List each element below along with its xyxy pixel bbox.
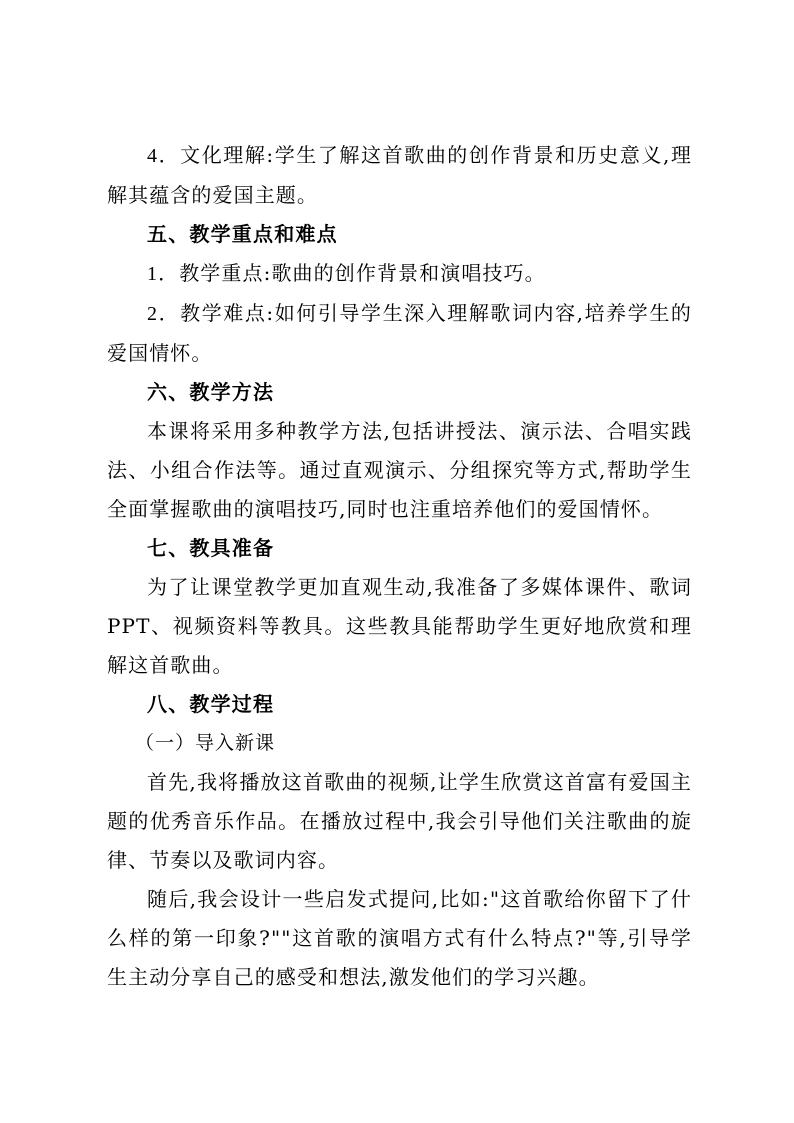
key-point-item-1 <box>107 254 692 294</box>
teaching-aids-paragraph: 为了让课堂教学更加直观生动,我准备了多媒体课件、歌词PPT、视频资料等教具。这些教具能帮助学生更好地欣赏和理解这首歌曲。 <box>107 575 692 677</box>
item-text: 教学难点:如何引导学生深入理解歌词内容,培养学生的爱国情怀。 <box>107 301 692 365</box>
subsection-heading-1: （一）导入新课 <box>135 732 276 754</box>
item-number: 4． <box>147 145 181 167</box>
section-heading-5: 五、教学重点和难点 <box>147 222 338 246</box>
section-heading-8: 八、教学过程 <box>147 692 275 716</box>
item-number: 2． <box>147 303 181 325</box>
section-heading-7: 七、教具准备 <box>147 536 275 560</box>
item-number: 1． <box>147 263 180 285</box>
objective-item-4 <box>107 136 692 215</box>
item-text: 文化理解:学生了解这首歌曲的创作背景和历史意义,理解其蕴含的爱国主题。 <box>107 143 692 207</box>
key-point-item-2 <box>107 294 692 373</box>
teaching-methods-paragraph: 本课将采用多种教学方法,包括讲授法、演示法、合唱实践法、小组合作法等。通过直观演示、分组探究等方式,帮助学生全面掌握歌曲的演唱技巧,同时也注重培养他们的爱国情怀。 <box>107 419 692 521</box>
item-text: 教学重点:歌曲的创作背景和演唱技巧。 <box>179 261 546 285</box>
introduction-paragraph-1: 首先,我将播放这首歌曲的视频,让学生欣赏这首富有爱国主题的优秀音乐作品。在播放过程中,我会引导他们关注歌曲的旋律、节奏以及歌词内容。 <box>107 770 692 872</box>
introduction-paragraph-2: 随后,我会设计一些启发式提问,比如:"这首歌给你留下了什么样的第一印象?""这首歌的演唱方式有什么特点?"等,引导学生主动分享自己的感受和想法,激发他们的学习兴趣。 <box>107 887 692 989</box>
document-page <box>107 136 692 997</box>
section-heading-6: 六、教学方法 <box>147 380 275 404</box>
